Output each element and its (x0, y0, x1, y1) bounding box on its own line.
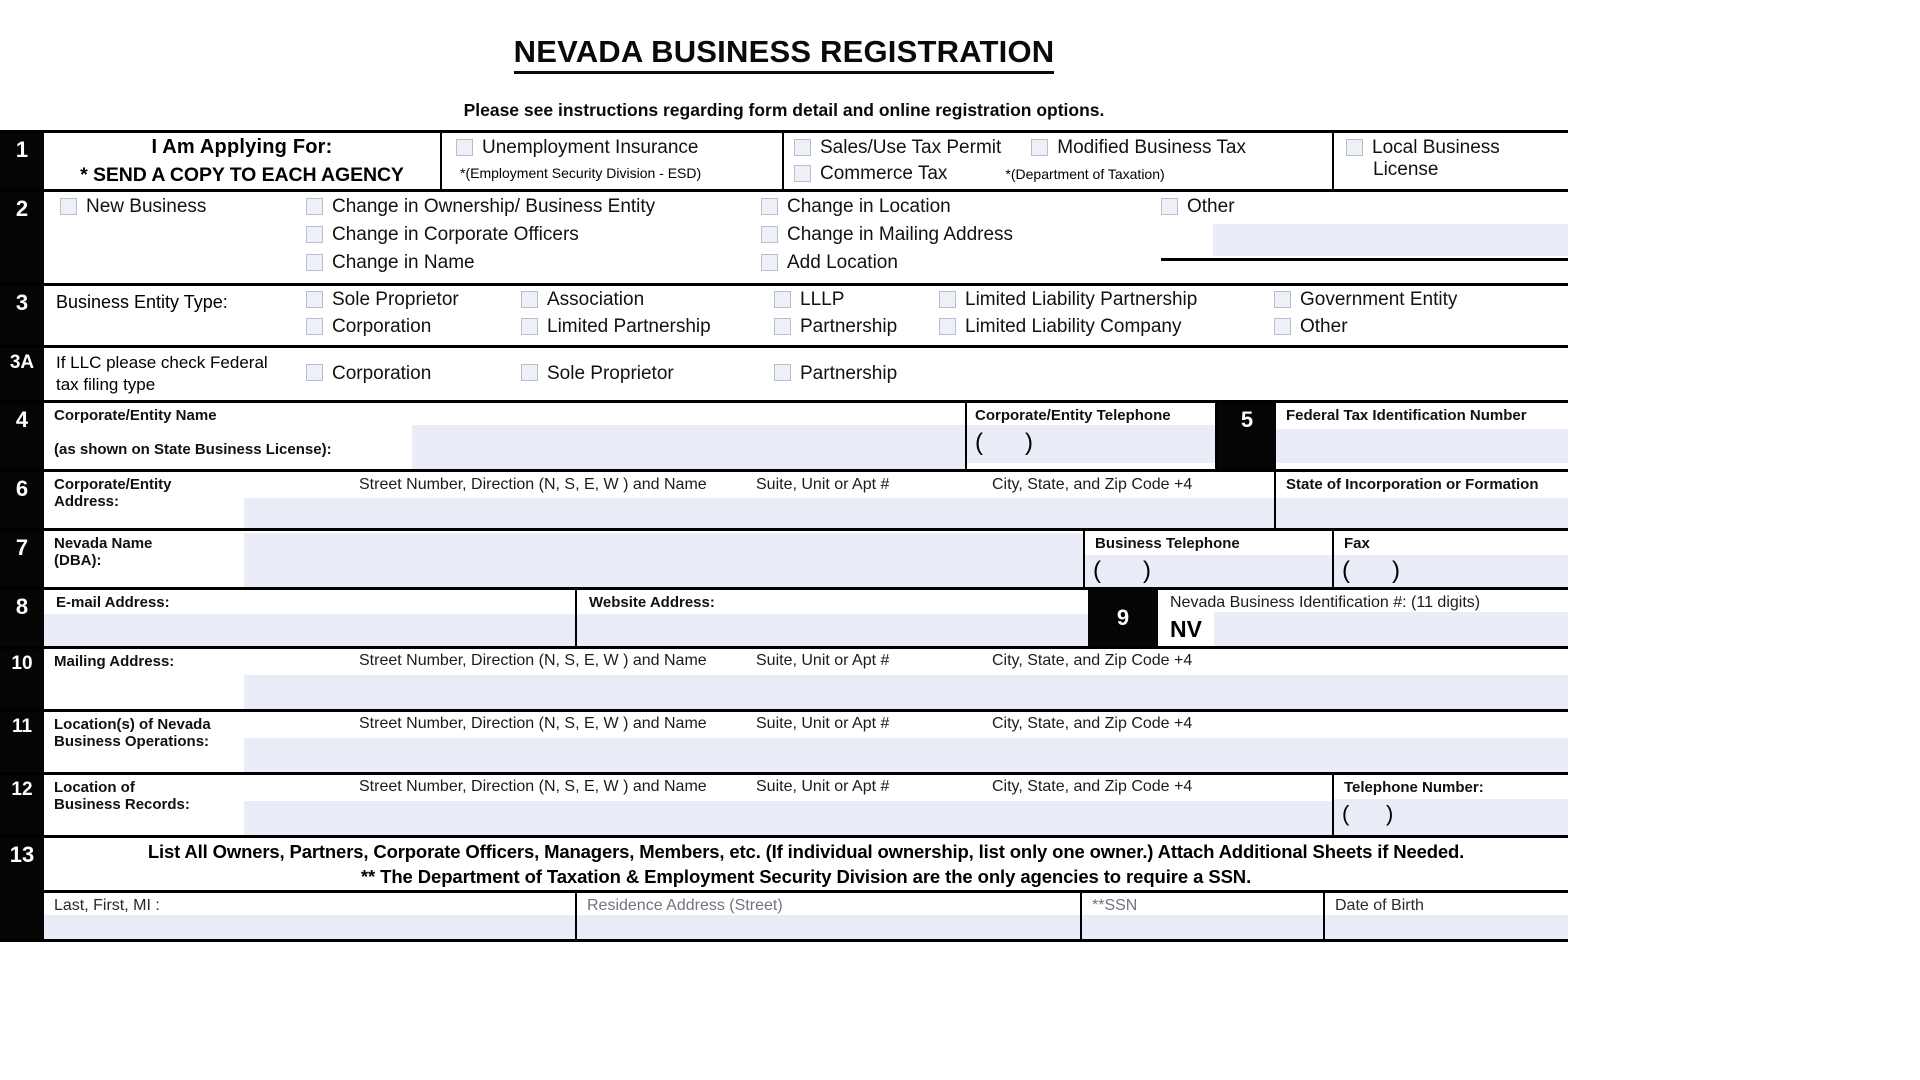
paren-open: ( (1342, 800, 1350, 826)
business-records-input[interactable] (244, 801, 1332, 835)
row-number-3: 3 (0, 286, 44, 345)
hint-street: Street Number, Direction (N, S, E, W ) and Name (359, 651, 707, 669)
esd-block (442, 133, 784, 189)
checkbox-icon[interactable] (761, 198, 778, 215)
corporate-entity-telephone-label: Corporate/Entity Telephone (975, 406, 1171, 424)
federal-tax-id-input[interactable] (1276, 429, 1568, 463)
checkbox-new-business[interactable] (60, 196, 306, 218)
row-13 (0, 838, 1568, 939)
federal-tax-id-cell (1276, 403, 1568, 469)
nevada-business-id-cell (1158, 590, 1568, 646)
row-number-7: 7 (0, 531, 44, 587)
owner-col-name-label: Last, First, MI : (54, 896, 160, 914)
taxation-note: *(Department of Taxation) (1005, 166, 1165, 182)
checkbox-label: Modified Business Tax (1057, 137, 1246, 158)
local-license-label: License (1373, 159, 1439, 180)
paren-open: ( (975, 428, 983, 456)
hint-city: City, State, and Zip Code +4 (992, 475, 1193, 493)
checkbox-icon[interactable] (794, 139, 811, 156)
owner-col-dob (1325, 893, 1568, 939)
checkbox-llc-sole-proprietor[interactable] (521, 363, 774, 385)
checkbox-icon[interactable] (761, 226, 778, 243)
row-number-5: 5 (1218, 403, 1276, 469)
checkbox-label: Sole Proprietor (332, 289, 459, 310)
row3-col-a (306, 289, 521, 343)
row-number-3a: 3A (0, 348, 44, 400)
nevada-operations-location-cell (44, 712, 1568, 772)
website-address-cell (577, 590, 1088, 646)
row-12 (0, 775, 1568, 838)
checkbox-label: Other (1300, 316, 1348, 337)
row3-col-b (521, 289, 774, 343)
send-copy-note: * SEND A COPY TO EACH AGENCY (80, 164, 404, 186)
taxation-block (784, 133, 1334, 189)
checkbox-label: New Business (86, 196, 207, 217)
business-records-location-cell (44, 775, 1332, 835)
mailing-address-input[interactable] (244, 675, 1568, 709)
page-title: NEVADA BUSINESS REGISTRATION (514, 34, 1055, 74)
nevada-name-label-line1: Nevada Name (54, 534, 153, 552)
row-number-9: 9 (1088, 590, 1158, 646)
checkbox-icon[interactable] (306, 254, 323, 271)
row-10 (0, 649, 1568, 712)
row-1 (0, 133, 1568, 192)
corporate-entity-address-cell (44, 472, 1276, 528)
checkbox-llc-corporation[interactable] (306, 363, 521, 385)
checkbox-limited-liability-partnership[interactable] (939, 289, 1274, 311)
nevada-name-dba-input[interactable] (244, 533, 1083, 587)
hint-city: City, State, and Zip Code +4 (992, 651, 1193, 669)
row-3a (0, 348, 1568, 403)
row2-col4 (1161, 196, 1568, 280)
applying-for-block (44, 133, 442, 189)
other-underline (1161, 258, 1568, 261)
checkbox-change-name[interactable] (306, 252, 761, 274)
row3-col-e (1274, 289, 1568, 343)
checkbox-limited-liability-company[interactable] (939, 316, 1274, 338)
checkbox-icon[interactable] (1031, 139, 1048, 156)
checkbox-other[interactable] (1161, 196, 1568, 218)
checkbox-entity-other[interactable] (1274, 316, 1568, 338)
owner-table-header (44, 890, 1568, 939)
checkbox-icon[interactable] (306, 291, 323, 308)
checkbox-icon[interactable] (456, 139, 473, 156)
row-number-13: 13 (0, 838, 44, 939)
hint-city: City, State, and Zip Code +4 (992, 714, 1193, 732)
owner-residence-input[interactable] (577, 915, 1080, 939)
hint-suite: Suite, Unit or Apt # (756, 475, 890, 493)
corporate-entity-name-sublabel: (as shown on State Business License): (54, 440, 332, 458)
checkbox-icon[interactable] (794, 165, 811, 182)
checkbox-corporation[interactable] (306, 316, 521, 338)
operations-location-input[interactable] (244, 738, 1568, 772)
paren-close: ) (1392, 556, 1400, 584)
checkbox-icon[interactable] (1274, 318, 1291, 335)
owners-instruction-line1: List All Owners, Partners, Corporate Officers, Managers, Members, etc. (If individual ownership, list only one owner.) Attach Additional Sheets if Needed. (147, 840, 1465, 862)
checkbox-label: Sole Proprietor (547, 362, 674, 384)
hint-suite: Suite, Unit or Apt # (756, 651, 890, 669)
hint-street: Street Number, Direction (N, S, E, W ) and Name (359, 714, 707, 732)
row-number-12: 12 (0, 775, 44, 835)
row-number-4: 4 (0, 403, 44, 469)
corporate-entity-telephone-cell (967, 403, 1218, 469)
checkbox-local-business-license[interactable] (1346, 137, 1568, 159)
row-4 (0, 403, 1568, 472)
checkbox-icon[interactable] (1274, 291, 1291, 308)
checkbox-label: Limited Liability Company (965, 316, 1182, 337)
checkbox-label: Government Entity (1300, 289, 1458, 310)
row-3 (0, 286, 1568, 348)
nevada-business-id-input[interactable] (1214, 612, 1568, 646)
row-8 (0, 590, 1568, 649)
checkbox-association[interactable] (521, 289, 774, 311)
nevada-name-dba-cell (44, 531, 1085, 587)
checkbox-llc-partnership[interactable] (774, 363, 1568, 385)
operations-label-line2: Business Operations: (54, 732, 210, 750)
checkbox-label: Unemployment Insurance (482, 137, 699, 158)
row-2 (0, 192, 1568, 286)
row3-col-c (774, 289, 939, 343)
row3a-col-b (521, 363, 774, 385)
records-telephone-cell (1332, 775, 1568, 835)
checkbox-change-corporate-officers[interactable] (306, 224, 761, 246)
row2-col1 (44, 196, 306, 280)
paren-open: ( (1342, 556, 1350, 584)
row2-col2 (306, 196, 761, 280)
owner-dob-input[interactable] (1325, 915, 1568, 939)
business-telephone-input[interactable] (1085, 555, 1332, 587)
corporate-address-label-line1: Corporate/Entity (54, 475, 172, 493)
checkbox-label: Commerce Tax (820, 163, 948, 184)
checkbox-label: Corporation (332, 316, 432, 337)
llc-label-line1: If LLC please check Federal (56, 353, 268, 372)
checkbox-add-location[interactable] (761, 252, 1161, 274)
checkbox-unemployment-insurance[interactable] (456, 137, 782, 159)
owner-name-input[interactable] (44, 915, 575, 939)
checkbox-label: Local Business (1372, 137, 1500, 158)
checkbox-icon[interactable] (774, 291, 791, 308)
title-block (0, 0, 1568, 74)
paren-open: ( (1093, 556, 1101, 584)
checkbox-label: Limited Partnership (547, 316, 711, 337)
records-telephone-label: Telephone Number: (1344, 778, 1484, 796)
checkbox-icon[interactable] (521, 318, 538, 335)
checkbox-modified-business-tax[interactable] (1031, 137, 1246, 159)
email-address-cell (44, 590, 577, 646)
nv-prefix: NV (1170, 615, 1202, 642)
checkbox-icon[interactable] (60, 198, 77, 215)
checkbox-lllp[interactable] (774, 289, 939, 311)
checkbox-change-mailing-address[interactable] (761, 224, 1161, 246)
corporate-entity-name-cell (44, 403, 967, 469)
hint-suite: Suite, Unit or Apt # (756, 777, 890, 795)
checkbox-label: Change in Location (787, 196, 951, 217)
state-of-incorporation-input[interactable] (1276, 498, 1568, 528)
checkbox-sole-proprietor[interactable] (306, 289, 521, 311)
owner-col-ssn (1082, 893, 1325, 939)
form-grid (0, 130, 1568, 942)
paren-close: ) (1143, 556, 1151, 584)
owner-col-dob-label: Date of Birth (1335, 896, 1424, 914)
fax-cell (1334, 531, 1568, 587)
owner-col-name (44, 893, 577, 939)
website-address-label: Website Address: (589, 593, 715, 611)
checkbox-partnership[interactable] (774, 316, 939, 338)
records-label-line1: Location of (54, 778, 135, 796)
corporate-entity-name-label: Corporate/Entity Name (54, 406, 217, 424)
owner-col-ssn-label: **SSN (1092, 896, 1138, 914)
operations-label-line1: Location(s) of Nevada (54, 715, 211, 733)
checkbox-icon[interactable] (521, 291, 538, 308)
checkbox-sales-use-tax-permit[interactable] (794, 137, 1001, 159)
form-subtitle: Please see instructions regarding form detail and online registration options. (463, 100, 1105, 120)
checkbox-icon[interactable] (521, 364, 538, 381)
checkbox-limited-partnership[interactable] (521, 316, 774, 338)
mailing-address-cell (44, 649, 1568, 709)
state-of-incorporation-label: State of Incorporation or Formation (1286, 475, 1539, 493)
local-business-license-block (1334, 133, 1568, 189)
row-11 (0, 712, 1568, 775)
checkbox-label: Change in Corporate Officers (332, 224, 579, 245)
checkbox-label: LLLP (800, 289, 845, 310)
checkbox-icon[interactable] (306, 198, 323, 215)
business-telephone-label: Business Telephone (1095, 534, 1240, 552)
checkbox-icon[interactable] (306, 226, 323, 243)
checkbox-label: Corporation (332, 362, 432, 384)
checkbox-label: Sales/Use Tax Permit (820, 137, 1002, 158)
records-label-line2: Business Records: (54, 795, 190, 813)
corporate-entity-name-input-2[interactable] (412, 449, 965, 469)
checkbox-label: Other (1187, 196, 1235, 217)
row3-col-d (939, 289, 1274, 343)
checkbox-icon[interactable] (774, 364, 791, 381)
website-address-input[interactable] (577, 614, 1088, 646)
llc-federal-filing-label (44, 352, 306, 396)
business-entity-type-label: Business Entity Type: (56, 292, 228, 312)
state-of-incorporation-cell (1276, 472, 1568, 528)
checkbox-icon[interactable] (1161, 198, 1178, 215)
federal-tax-id-label: Federal Tax Identification Number (1286, 406, 1527, 424)
checkbox-icon[interactable] (774, 318, 791, 335)
hint-street: Street Number, Direction (N, S, E, W ) and Name (359, 777, 707, 795)
fax-input[interactable] (1334, 555, 1568, 587)
checkbox-icon[interactable] (1346, 139, 1363, 156)
row2-col3 (761, 196, 1161, 280)
nevada-business-id-label: Nevada Business Identification #: (11 digits) (1170, 593, 1481, 611)
checkbox-label: Partnership (800, 316, 898, 337)
checkbox-label: Limited Liability Partnership (965, 289, 1198, 310)
checkbox-label: Change in Mailing Address (787, 224, 1014, 245)
row3a-col-c (774, 363, 1568, 385)
checkbox-label: Association (547, 289, 645, 310)
paren-close: ) (1386, 800, 1394, 826)
checkbox-change-location[interactable] (761, 196, 1161, 218)
checkbox-icon[interactable] (939, 291, 956, 308)
corporate-entity-telephone-input[interactable] (967, 425, 1215, 463)
row3a-col-a (306, 363, 521, 385)
llc-label-line2: tax filing type (56, 374, 156, 394)
hint-street: Street Number, Direction (N, S, E, W ) and Name (359, 475, 707, 493)
checkbox-label: Change in Ownership/ Business Entity (332, 196, 656, 217)
owners-instruction-line2: ** The Department of Taxation & Employment Security Division are the only agencies to require a SSN. (360, 865, 1252, 887)
row-7 (0, 531, 1568, 590)
hint-city: City, State, and Zip Code +4 (992, 777, 1193, 795)
email-address-label: E-mail Address: (56, 593, 170, 611)
checkbox-label: Change in Name (332, 252, 475, 273)
checkbox-icon[interactable] (306, 364, 323, 381)
row-number-10: 10 (0, 649, 44, 709)
checkbox-icon[interactable] (761, 254, 778, 271)
corporate-entity-name-input[interactable] (412, 425, 965, 449)
checkbox-label: Partnership (800, 362, 898, 384)
mailing-address-label: Mailing Address: (54, 652, 175, 670)
owner-ssn-input[interactable] (1082, 915, 1323, 939)
checkbox-change-ownership[interactable] (306, 196, 761, 218)
paren-close: ) (1025, 428, 1033, 456)
checkbox-icon[interactable] (939, 318, 956, 335)
records-telephone-input[interactable] (1334, 799, 1568, 835)
nevada-name-label-line2: (DBA): (54, 551, 102, 569)
row-number-2: 2 (0, 192, 44, 283)
esd-note: *(Employment Security Division - ESD) (460, 165, 702, 181)
corporate-address-input[interactable] (244, 498, 1274, 528)
fax-label: Fax (1344, 534, 1370, 552)
owners-instructions (44, 838, 1568, 890)
row-number-11: 11 (0, 712, 44, 772)
email-address-input[interactable] (44, 614, 575, 646)
checkbox-label: Add Location (787, 252, 898, 273)
checkbox-icon[interactable] (306, 318, 323, 335)
other-input[interactable] (1213, 224, 1568, 256)
applying-for-heading: I Am Applying For: (151, 136, 333, 158)
checkbox-commerce-tax[interactable] (794, 163, 947, 185)
owner-col-residence (577, 893, 1082, 939)
hint-suite: Suite, Unit or Apt # (756, 714, 890, 732)
row-number-1: 1 (0, 133, 44, 189)
corporate-address-label-line2: Address: (54, 492, 120, 510)
business-telephone-cell (1085, 531, 1334, 587)
row-6 (0, 472, 1568, 531)
row-number-6: 6 (0, 472, 44, 528)
owner-col-residence-label: Residence Address (Street) (587, 896, 783, 914)
checkbox-government-entity[interactable] (1274, 289, 1568, 311)
row-number-8: 8 (0, 590, 44, 646)
